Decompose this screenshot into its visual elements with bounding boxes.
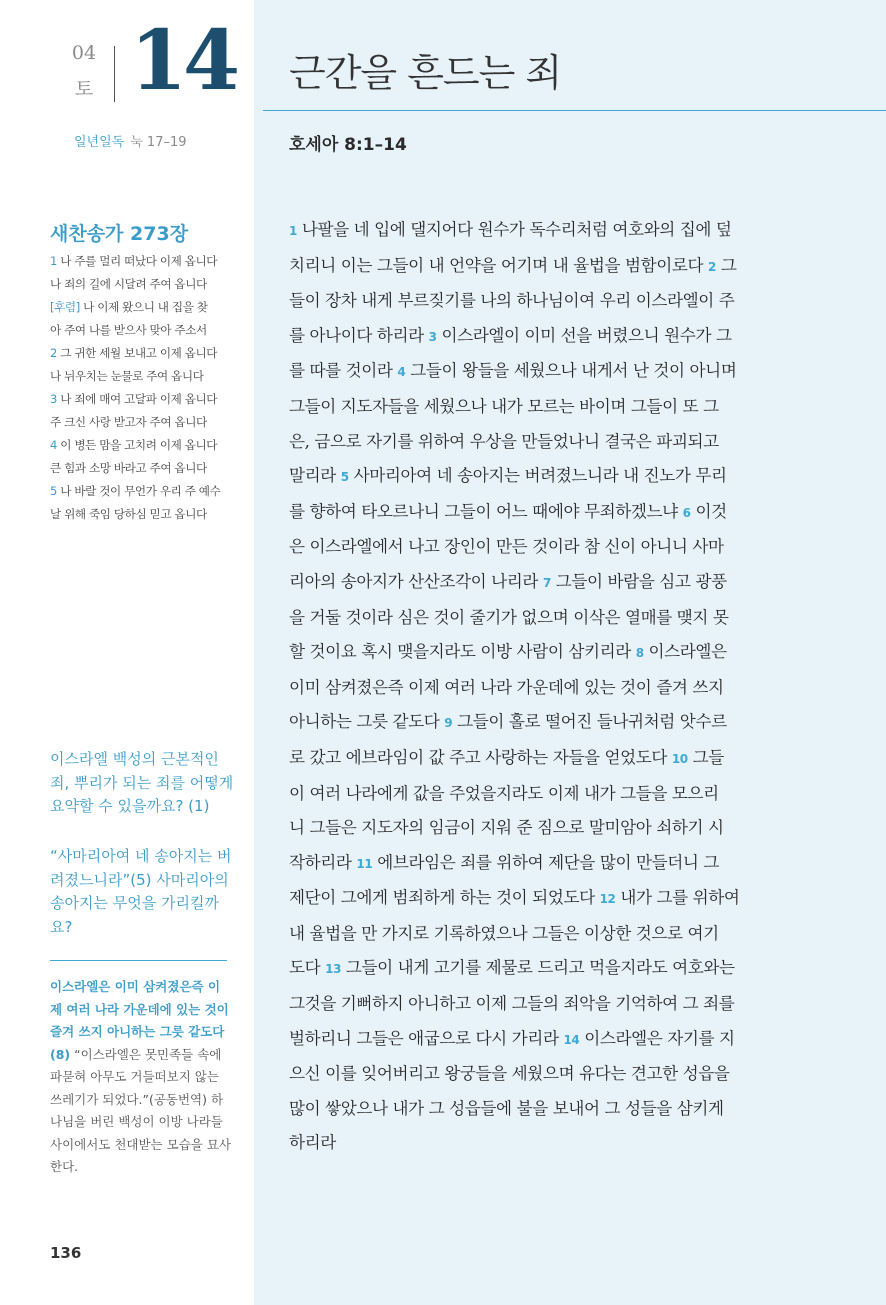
scripture-text: 은, 금으로 자기를 위하여 우상을 만들었나니 결국은 파괴되고 bbox=[289, 431, 719, 451]
hymn-verse-number: 3 bbox=[50, 392, 57, 406]
scripture-line bbox=[289, 635, 791, 671]
verse-number: 6 bbox=[682, 505, 691, 520]
scripture-line bbox=[289, 1126, 791, 1161]
hymn-verse-number: 4 bbox=[50, 438, 57, 452]
scripture-line bbox=[289, 741, 791, 777]
reflection-question-2: “사마리아여 네 송아지는 버려졌느니라”(5) 사마리아의 송아지는 무엇을 가리킬까요? bbox=[50, 847, 232, 936]
commentary-text: “이스라엘은 못민족들 속에 파묻혀 아무도 거들떠보지 않는 쓰레기가 되었다.”(공동번역) 하나님을 버린 백성이 이방 나라들 사이에서도 천대받는 모습을 묘사한다. bbox=[50, 1046, 231, 1174]
scripture-text: 그들이 왕들을 세웠으나 내게서 난 것이 아니며 bbox=[410, 361, 737, 381]
hymn-line-text: 그 귀한 세월 보내고 이제 옵니다 bbox=[60, 346, 218, 360]
hymn-line-text: 나 이제 왔으니 내 집을 찾 bbox=[83, 300, 208, 314]
scripture-text: 할 것이요 혹시 맺을지라도 이방 사람이 삼키리라 bbox=[289, 642, 631, 662]
scripture-reference: 호세아 8:1–14 bbox=[289, 135, 407, 155]
hymn-line bbox=[50, 250, 230, 273]
verse-number: 8 bbox=[635, 646, 644, 661]
scripture-line bbox=[289, 354, 791, 390]
scripture-line bbox=[289, 249, 791, 285]
scripture-text: 하리라 bbox=[289, 1133, 336, 1153]
scripture-line bbox=[289, 1057, 791, 1092]
hymn-line-text: 날 위해 죽임 당하심 믿고 옵니다 bbox=[50, 507, 207, 521]
reflection-question-1: 이스라엘 백성의 근본적인 죄, 뿌리가 되는 죄를 어떻게 요약할 수 있을까요? (1) bbox=[50, 750, 234, 815]
hymn-line bbox=[50, 503, 230, 526]
scripture-line bbox=[289, 917, 791, 952]
verse-number: 10 bbox=[671, 751, 688, 766]
scripture-line bbox=[289, 601, 791, 636]
scripture-text: 들이 장차 내게 부르짖기를 나의 하나님이여 우리 이스라엘이 주 bbox=[289, 291, 735, 311]
hymn-line-text: 나 뉘우치는 눈물로 주여 옵니다 bbox=[50, 369, 204, 383]
hymn-line bbox=[50, 457, 230, 480]
hymn-verse-number: 5 bbox=[50, 484, 57, 498]
verse-number: 13 bbox=[325, 962, 342, 977]
scripture-line bbox=[289, 284, 791, 319]
scripture-line bbox=[289, 495, 791, 531]
scripture-text: 그들이 바람을 심고 광풍 bbox=[555, 571, 727, 591]
scripture-text: 이것 bbox=[695, 501, 727, 521]
hymn-line-text: 나 죄의 길에 시달려 주여 옵니다 bbox=[50, 277, 207, 291]
verse-number: 11 bbox=[356, 856, 373, 871]
verse-number: 9 bbox=[444, 716, 453, 731]
verse-number: 7 bbox=[542, 575, 551, 590]
verse-number: 4 bbox=[397, 365, 406, 380]
scripture-text: 으신 이를 잊어버리고 왕궁들을 세웠으며 유다는 견고한 성읍을 bbox=[289, 1064, 730, 1084]
hymn-line bbox=[50, 365, 230, 388]
hymn-title: 새찬송가 273장 bbox=[50, 223, 189, 245]
hymn-lyrics bbox=[50, 250, 230, 526]
yearly-reading-label: 일년일독 bbox=[74, 135, 125, 150]
hymn-line bbox=[50, 273, 230, 296]
scripture-text: 은 이스라엘에서 나고 장인이 만든 것이라 참 신이 아니니 사마 bbox=[289, 537, 724, 557]
scripture-text: 아니하는 그릇 같도다 bbox=[289, 712, 440, 732]
commentary-note bbox=[50, 976, 232, 1179]
scripture-text: 리아의 송아지가 산산조각이 나리라 bbox=[289, 571, 539, 591]
day-number: 14 bbox=[130, 13, 237, 109]
hymn-line bbox=[50, 342, 230, 365]
scripture-text: 내 율법을 만 가지로 기록하였으나 그들은 이상한 것으로 여기 bbox=[289, 923, 719, 943]
scripture-line bbox=[289, 705, 791, 741]
hymn-line bbox=[50, 434, 230, 457]
scripture-text: 그들이 내게 고기를 제물로 드리고 먹을지라도 여호와는 bbox=[345, 958, 735, 978]
scripture-line bbox=[289, 881, 791, 917]
scripture-text: 이스라엘은 자기를 지 bbox=[584, 1028, 735, 1048]
scripture-line bbox=[289, 1022, 791, 1058]
yearly-reading bbox=[74, 131, 187, 150]
scripture-text: 이스라엘은 bbox=[648, 642, 727, 662]
scripture-text: 이스라엘이 이미 선을 버렸으니 원수가 그 bbox=[441, 325, 732, 345]
scripture-text: 를 향하여 타오르나니 그들이 어느 때에야 무죄하겠느냐 bbox=[289, 501, 678, 521]
scripture-text: 치리니 이는 그들이 내 언약을 어기며 내 율법을 범함이로다 bbox=[289, 255, 704, 275]
scripture-text: 많이 쌓았으나 내가 그 성읍들에 불을 보내어 그 성들을 삼키게 bbox=[289, 1098, 724, 1118]
scripture-text: 말리라 bbox=[289, 466, 336, 486]
verse-number: 3 bbox=[428, 329, 437, 344]
scripture-text: 에브라임은 죄를 위하여 제단을 많이 만들더니 그 bbox=[377, 852, 720, 872]
verse-number: 14 bbox=[563, 1032, 580, 1047]
scripture-text: 벌하리니 그들은 애굽으로 다시 가리라 bbox=[289, 1028, 559, 1048]
page-number: 136 bbox=[50, 1244, 82, 1262]
scripture-line bbox=[289, 1092, 791, 1127]
hymn-line-text: 나 주를 멀리 떠났다 이제 옵니다 bbox=[60, 254, 218, 268]
scripture-line bbox=[289, 565, 791, 601]
scripture-body bbox=[289, 213, 791, 1161]
scripture-text: 내가 그를 위하여 bbox=[620, 888, 740, 908]
scripture-text: 도다 bbox=[289, 958, 321, 978]
hymn-line-text: 큰 힘과 소망 바라고 주여 옵니다 bbox=[50, 461, 207, 475]
scripture-text: 로 갔고 에브라임이 값 주고 사랑하는 자들을 얻었도다 bbox=[289, 747, 667, 767]
scripture-text: 작하리라 bbox=[289, 852, 352, 872]
sidebar-divider bbox=[50, 960, 227, 961]
hymn-verse-number: 2 bbox=[50, 346, 57, 360]
month-number: 04 bbox=[71, 42, 97, 64]
hymn-line-text: 이 병든 맘을 고치려 이제 옵니다 bbox=[60, 438, 218, 452]
hymn-line bbox=[50, 388, 230, 411]
scripture-line bbox=[289, 459, 791, 495]
hymn-line bbox=[50, 296, 230, 319]
hymn-line-text: 나 죄에 매여 고달파 이제 옵니다 bbox=[60, 392, 218, 406]
scripture-line bbox=[289, 811, 791, 846]
verse-number: 2 bbox=[707, 259, 716, 274]
verse-number: 1 bbox=[289, 224, 297, 238]
hymn-line-text: 주 크신 사랑 받고자 주여 옵니다 bbox=[50, 415, 207, 429]
hymn-verse-number: 1 bbox=[50, 254, 57, 268]
hymn-line-text: 아 주여 나를 받으사 맞아 주소서 bbox=[50, 323, 207, 337]
scripture-text: 이미 삼켜졌은즉 이제 여러 나라 가운데에 있는 것이 즐겨 쓰지 bbox=[289, 677, 724, 697]
scripture-line bbox=[289, 671, 791, 706]
weekday-label: 토 bbox=[74, 78, 94, 100]
scripture-text: 그들이 홀로 떨어진 들나귀처럼 앗수르 bbox=[457, 712, 727, 732]
commentary-highlight: 이스라엘은 이미 삼켜졌은즉 이제 여러 나라 가운데에 있는 것이 즐겨 쓰지 아니하는 그릇 같도다(8) bbox=[50, 979, 229, 1062]
hymn-line-text: 나 바랄 것이 무언가 우리 주 예수 bbox=[60, 484, 221, 498]
scripture-line bbox=[289, 777, 791, 812]
scripture-text: 니 그들은 지도자의 임금이 지워 준 짐으로 말미암아 쇠하기 시 bbox=[289, 818, 724, 838]
hymn-line bbox=[50, 480, 230, 503]
yearly-reading-ref: 눅 17–19 bbox=[130, 135, 187, 150]
scripture-line bbox=[289, 951, 791, 987]
verse-number: 12 bbox=[599, 892, 616, 907]
scripture-text: 그것을 기뻐하지 아니하고 이제 그들의 죄악을 기억하여 그 죄를 bbox=[289, 994, 735, 1014]
title-divider bbox=[263, 110, 886, 111]
scripture-line bbox=[289, 846, 791, 882]
verse-number: 5 bbox=[340, 470, 349, 485]
scripture-text: 사마리아여 네 송아지는 버려졌느니라 내 진노가 무리 bbox=[353, 466, 727, 486]
scripture-text: 나팔을 네 입에 댈지어다 원수가 독수리처럼 여호와의 집에 덮 bbox=[301, 220, 732, 239]
scripture-text: 이 여러 나라에게 값을 주었을지라도 이제 내가 그들을 모으리 bbox=[289, 783, 719, 803]
hymn-verse-number: [후렴] bbox=[50, 300, 80, 314]
scripture-text: 를 따를 것이라 bbox=[289, 361, 393, 381]
scripture-line bbox=[289, 319, 791, 355]
scripture-text: 제단이 그에게 범죄하게 하는 것이 되었도다 bbox=[289, 888, 595, 908]
scripture-text: 그들 bbox=[692, 747, 724, 767]
scripture-text: 그 bbox=[720, 255, 737, 275]
hymn-line bbox=[50, 411, 230, 434]
scripture-line bbox=[289, 390, 791, 425]
scripture-line bbox=[289, 530, 791, 565]
date-divider bbox=[114, 46, 115, 102]
page-title: 근간을 흔드는 죄 bbox=[289, 51, 562, 95]
hymn-line bbox=[50, 319, 230, 342]
scripture-line bbox=[289, 213, 791, 249]
scripture-text: 를 아나이다 하리라 bbox=[289, 325, 424, 345]
scripture-line bbox=[289, 425, 791, 460]
scripture-text: 그들이 지도자들을 세웠으나 내가 모르는 바이며 그들이 또 그 bbox=[289, 396, 719, 416]
scripture-text: 을 거둘 것이라 심은 것이 줄기가 없으며 이삭은 열매를 맺지 못 bbox=[289, 607, 729, 627]
scripture-line bbox=[289, 987, 791, 1022]
